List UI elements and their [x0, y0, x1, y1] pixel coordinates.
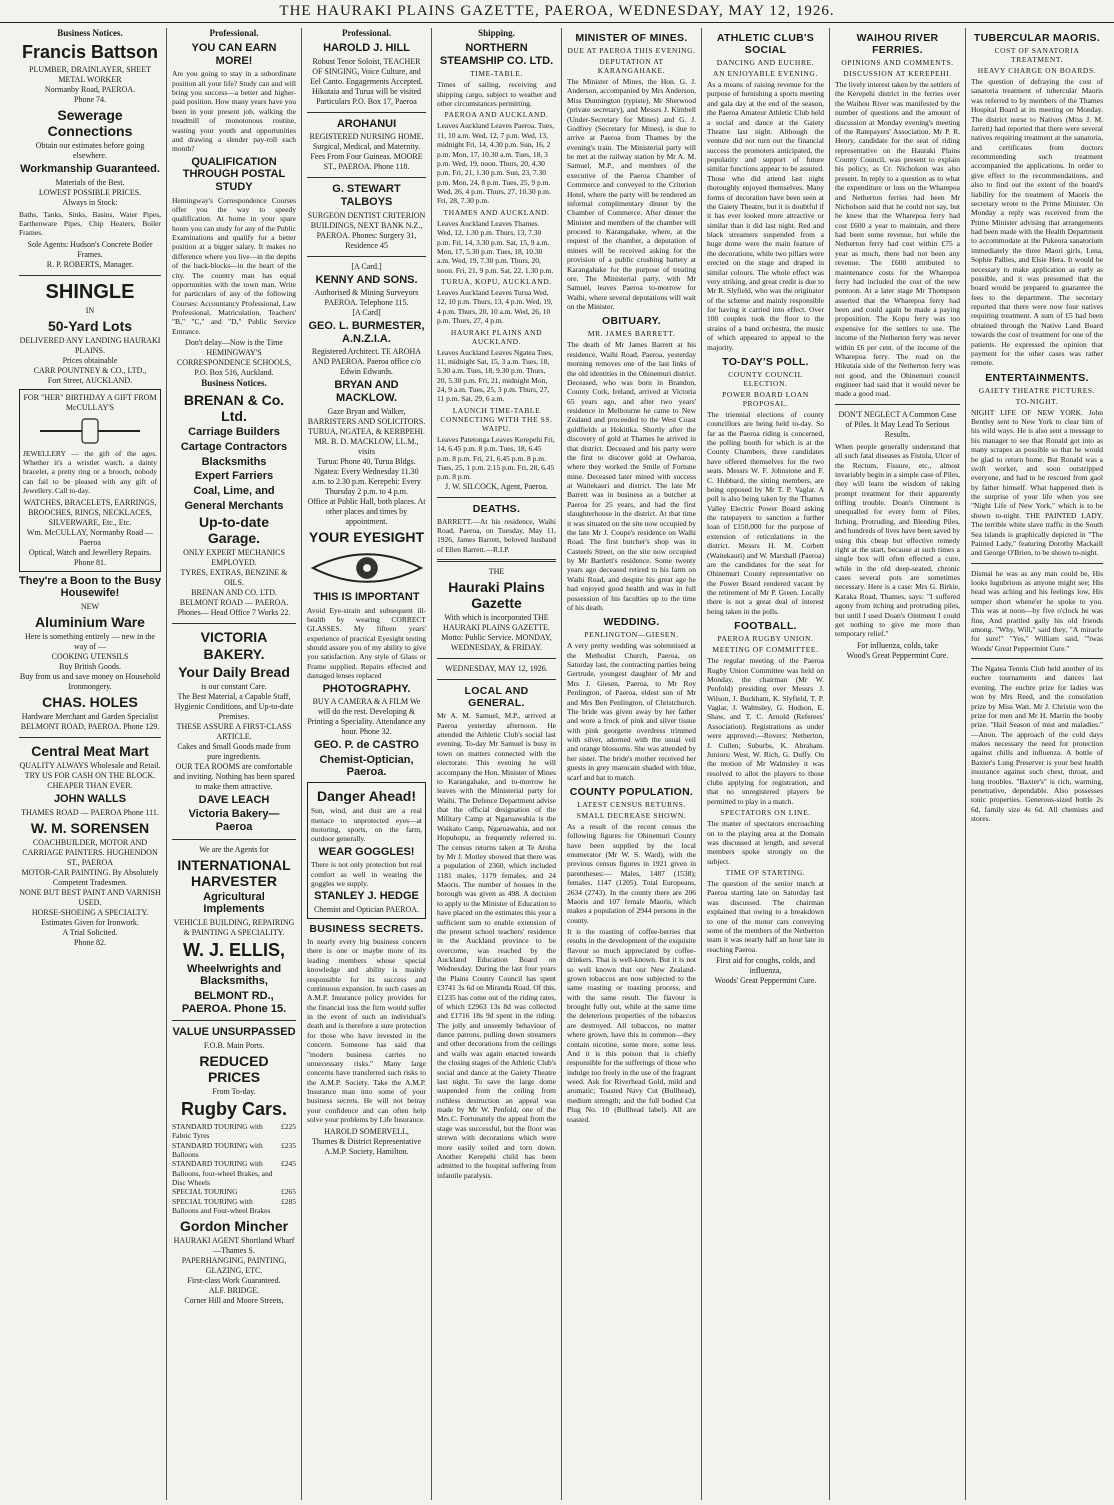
from-today: From To-day.	[212, 1087, 256, 1097]
poll-subhead: COUNTY COUNCIL ELECTION.	[728, 369, 803, 388]
tonight-subhead: TO-NIGHT.	[1015, 396, 1059, 406]
minister-mines-heading: MINISTER OF MINES.	[575, 32, 688, 44]
column-heading: Shipping.	[478, 28, 515, 38]
heavy-charge-subhead: HEAVY CHARGE ON BOARDS.	[977, 66, 1097, 75]
car-model: STANDARD TOURING with Fabric Tyres	[172, 1121, 263, 1141]
spectators-subhead: SPECTATORS ON LINE.	[720, 808, 811, 818]
aluminium-heading: Aluminium Ware	[35, 613, 145, 630]
deaths-heading: DEATHS.	[472, 502, 521, 515]
assure-line: THESE ASSURE A FIRST-CLASS ARTICLE.	[176, 721, 292, 741]
walls-heading: JOHN WALLS	[53, 793, 127, 806]
tobacco-text: It is the roasting of coffee-berries that results in the development of the exquisite flavour so much appreciated by coffee-drinkers. That is well-known. But it is not so well known that our New Zealand-grown tobaccos are now subjected to the same roasting or toasting process, and with the same result. The flavour is brought fully out, while at the same time the deleterious properties of the tobaccos are destroyed. All tobaccos, no matter where grown, have this in common—they contain nicotine, some more, some less. And it is this poison that is chiefly responsible for the sufferings of those who indulge too freely in the use of the fragrant weed. Ask for Riverhead Gold, mild and aromatic; Toasted Navy Cut (Bullhead), medium strength; and the full bodied Cut Plug No. 10 (Bullhead label). All are toasted.	[567, 927, 696, 1124]
qualification-text: Hemingway's Correspondence Courses offer you the way to speedy qualification. At home in your spare hours you can study for any of the Public Examinations and qualify for a better position at a bigger salary. It makes no difference where you live—in the depths of the back-blocks—in the heart of the city. The country man has equal opportunities with the town man. Write for particulars of any of the following Courses: Accountancy Professional, Law Professional, Matriculation, Teachers' "B," "C," and "D," Public Service Entrance.	[172, 195, 296, 336]
minister-text: The Minister of Mines, the Hon. G. J. Anderson, accompanied by Mrs Anderson, Miss Dunnington (typiste), Mr Sherwood (private secretary), and Messrs J. Kimbell (Under-Secretary for Mines) and G. J. Godfrey (Secretary for Mines), is due to arrive at Paeroa from Thames by the evening's train. The Ministerial party will be met at the railway station by Mr A. M. Samuel, M.P., and members of the executive of the Paeroa Chamber of Commerce and conveyed to the Criterion Hotel, where the party will be tendered an informal complimentary dinner by the Chamber of Commerce. After dinner the Minister and members of the chamber will proceed to Karangahake, where, at the request of the chamber, a deputation of miners will be received asking for the provision of a public crushing battery at Karangahake for the purpose of treating ore. The Ministerial party, with Mr Samuel, leaves Paeroa to-morrow for Waihi, where several deputations will wait on the Minister.	[567, 77, 696, 311]
brenan-heading: BRENAN & Co. Ltd.	[183, 392, 285, 425]
chemist-heading: Chemist-Optician, Paeroa.	[319, 753, 414, 779]
incorporated-line: With which is incorporated THE HAURAKI PLAINS GAZETTE. Motto: Public Service. MONDAY, WEDNESDAY, & FRIDAY.	[441, 613, 552, 653]
shingle-in: IN	[85, 305, 95, 315]
wedding-heading: WEDDING.	[603, 616, 660, 629]
delay-line: Don't delay—Now is the Time	[185, 338, 283, 348]
burmester-heading: GEO. L. BURMESTER, A.N.Z.I.A.	[308, 320, 425, 345]
ellis-trade: Wheelwrights and Blacksmiths,	[186, 962, 282, 988]
column-5	[562, 28, 702, 1500]
timetable-heading: TIME-TABLE.	[470, 69, 523, 79]
column-heading: Business Notices.	[57, 28, 123, 38]
brenan-line-2: Cartage Contractors	[180, 441, 288, 454]
coughs-line: First aid for coughs, colds, and influenza,	[716, 956, 815, 975]
manager: R. P. ROBERTS, Manager.	[46, 259, 134, 269]
sewerage-text: Obtain our estimates before going elsewhere.	[35, 140, 145, 160]
divider	[19, 737, 161, 738]
bridge-name: ALF. BRIDGE.	[208, 1285, 260, 1295]
household-line: Buy from us and save money on Household Ironmongery.	[19, 671, 161, 691]
hedge-heading: STANLEY J. HEDGE	[314, 890, 419, 903]
turua-line: Turua: Phone 40, Turua Bldgs. Ngatea: Every Wednesday 11.30 a.m. to 2.30 p.m. Kerepehi: Every Thursday 2 p.m. to 4 p.m.	[312, 456, 421, 496]
car-price-row	[172, 1197, 296, 1216]
social-text: As a means of raising revenue for the purpose of furnishing a sports meeting and gala day at the end of the season, the Paeroa Amateur Athletic Club held a social and dance at the Gaiety Theatre last night. Although the venture did not turn out the financial success the promoters anticipated, the popularity and support of future similar functions appear to be assured. Those who did attend last night thoroughly enjoyed themselves. Many forms of decoration have been seen at the Gaiety Theatre, but it is doubtful if it has ever looked more attractive or similar than it did last night. Red and black streamers suspended from a huge dome were the main feature of the decorations, while two pillars were erected on the stage and draped in similar colours. The whole effect was very striking, and great credit is due to Mr R. Slyfield, who was the originator of the scheme and mainly responsible for having it carried into effect. Over 100 couples took the floor to the strains of a band orchestra, the music of which appeared to appeal to the majority.	[707, 80, 824, 352]
danger-heading: Danger Ahead!	[316, 788, 417, 805]
arohanui-text: REGISTERED NURSING HOME. Surgical, Medical, and Maternity. Fees From Four Guineas. MOORE ST., PAEROA. Phone 118.	[309, 132, 424, 172]
divider	[172, 1020, 296, 1021]
river-ferries-heading: WAIHOU RIVER FERRIES.	[856, 32, 939, 56]
goggles-heading: WEAR GOGGLES!	[318, 845, 415, 858]
business-secrets-text: In nearly every big business concern there is one or maybe more of its leading members whose special knowledge and ability is mainly responsible for its success and continuous expansion. In such cases an A.M.P. Insurance policy provides for the financial loss the firm would suffer in the event of such an individual's death and is therefore a sure protection for those who have invested in the concern. Someone has said that "modern business carries no unnecessary risks." Many large concerns have transferred such risks to the A.M.P. Society. Take the A.M.P. Insurance man into some of your business secrets. He will not betray your confidence and can often help solve your problems by Life Insurance.	[307, 937, 426, 1125]
mincher-address: HAURAKI AGENT Shortland Wharf—Thames S.	[173, 1235, 295, 1255]
mincher-heading: Gordon Mincher	[179, 1217, 289, 1234]
woods-line: Woods' Great Peppermint Cure.	[714, 976, 817, 985]
goggles-text: There is not only protection but real comfort as well in wearing the goggles we supply.	[311, 860, 422, 889]
earn-text: Are you going to stay in a subordinate position all your life? Study can and will bring you success—a better and higher-paid position. How many years have you been in your present job, walking the treadmill of monotonous routine, wasting your youth and opportunities and drawing a slender pay-roll each month?	[172, 69, 296, 154]
committee-subhead: MEETING OF COMMITTEE.	[712, 645, 819, 655]
kerepehi-subhead: DISCUSSION AT KEREPEHI.	[843, 69, 952, 78]
sorensen-heading: W. M. SORENSEN	[30, 819, 150, 836]
fort-street: Fort Street, AUCKLAND.	[47, 375, 133, 385]
garage-heading: Up-to-date Garage.	[199, 514, 269, 547]
watches-list: WATCHES, BRACELETS, EARRINGS, BROOCHES, RINGS, NECKLACES, SILVERWARE, Etc., Etc.	[23, 497, 157, 527]
danger-text: Sun, wind, and dust are a real menace to unprotected eyes—at motoring, sports, on the farm, outdoor generally.	[311, 806, 422, 844]
kenny-heading: KENNY AND SONS.	[315, 273, 418, 286]
rugby-cars-heading: Rugby Cars.	[180, 1099, 288, 1120]
silcock-agent: J. W. SILCOCK, Agent, Paeroa.	[445, 481, 548, 491]
gift-heading: FOR "HER" BIRTHDAY A GIFT FROM McCULLAY'S	[23, 392, 157, 412]
tyres-line: TYRES, EXTRAS, BENZINE & OILS.	[180, 568, 288, 588]
column-8	[966, 28, 1108, 1500]
arohanui-heading: AROHANUI	[336, 117, 397, 130]
car-model: STANDARD TOURING with Balloons	[172, 1140, 263, 1159]
somervell-name: HAROLD SOMERVELL,	[324, 1126, 409, 1136]
car-price-row	[172, 1159, 296, 1187]
paperhanging-line: PAPERHANGING, PAINTING, GLAZING, ETC.	[181, 1255, 287, 1275]
business-secrets-heading: BUSINESS SECRETS.	[309, 923, 424, 936]
hauraki-auckland-heading: HAURAKI PLAINS AND AUCKLAND.	[450, 327, 543, 346]
woods-cure-line: Wood's Great Peppermint Cure.	[846, 650, 949, 660]
thames-auckland-times: Leaves Auckland Leaves Thames. Wed, 12, 1.30 p.m. Thurs, 13, 7.30 p.m. Fri, 14, 3.30 p.m. Sat, 15, 9 a.m. Mon, 17, 5.30 p.m. Tues, 18, 10.30 a.m. Wed, 19, 7.30 p.m. Thurs, 20, noon. Fri, 21, 9 p.m. Sat, 22, 1.30 p.m.	[437, 218, 554, 275]
mechanics-line: ONLY EXPERT MECHANICS EMPLOYED.	[183, 548, 285, 568]
gazette-nameplate: Hauraki Plains Gazette	[448, 579, 545, 612]
football-heading: FOOTBALL.	[734, 620, 797, 633]
eyesight-text: Avoid Eye-strain and subsequent ill-health by wearing CORRECT GLASSES. My fifteen years' experience of practical Eyesight testing should assure you of my ability to give you satisfaction. Any style of Glass or Frame supplied. Repairs effected and damaged lenses replaced	[307, 605, 426, 681]
meat-mart-heading: Central Meat Mart	[31, 743, 149, 760]
thames-auckland-heading: THAMES AND AUCKLAND.	[443, 207, 550, 217]
brenan-line-6: General Merchants	[184, 499, 284, 512]
football-text: The regular meeting of the Paeroa Rugby Union Committee was held on Monday, the chairman (Mr W. Penfold) presiding over Messrs J. Wilson, J. Buckham, K. Slyfield, T. P. Vaglar, J. Walmsley, G. Hodson, E. Shaw, and T. C. Arnold (Referees' Association). Registrations as under were approved:—Rovers: Netherton, J. Cullen; Suburbs, K. Abraham. Juniors: West, W. Rich, G. Duffy. On the motion of Mr Walmsley it was resolved to allot the players to those clubs applying for registration, and that no unregistered players be permitted to play in a match.	[707, 656, 824, 806]
holes-heading: CHAS. HOLES	[42, 693, 138, 710]
car-price-row	[172, 1141, 296, 1160]
wedding-text: A very pretty wedding was solemnised at the Methodist Church, Paeroa, on Saturday last, the contracting parties being Gertrude, youngest daughter of Mr and Mrs J. Giesen, Paeroa, to Mr Roy Penlington, of Paeroa, eldest son of Mr and Mrs Ben Penlington, of Christchurch. The bride was given away by her father and wore a frock of pink and silver tissue with pink georgette overdress trimmed with silver, adorned with the usual veil and orange blossoms. She was attended by her sister. The bride's mother received her guests in grey marocain shaded with blue, scarf and hat to match.	[567, 641, 696, 782]
column-6	[702, 28, 830, 1500]
divider	[437, 658, 556, 659]
census-subhead: LATEST CENSUS RETURNS.	[577, 799, 686, 809]
first-class-line: First-class Work Guaranteed.	[187, 1275, 281, 1285]
burmester-text: Registered Architect. TE AROHA AND PAEROA. Paeroa office c/o Edwin Edwards.	[311, 347, 422, 377]
camera-line: BUY A CAMERA & A FILM We will do the rest. Developing & Printing a Speciality. Attendance any hour. Phone 32.	[307, 697, 426, 737]
ferries-text: The lively interest taken by the settlers of the Kerepehi district in the ferries over the Waihou River was manifested by the number of questions and the amount of discussion at Monday evening's meeting of the Ratepayers' Association. Mr P. R. Henry, candidate for the seat of riding representative on the Hauraki Plains County Council, was present to explain his policy, as Cr. Nicholson was also present. In reply to a question as to what the expenditure or loss on the Wharepoa and Netherton ferries had been Mr Nicholson said that he could not say, but he knew that the Wharepoa ferry had cost £600 a year to maintain, and there had been some revenue, but while the Netherton ferry had cost within £75 a year as much, there had not been any revenue. The £600 attributed to maintenance costs for the Wharepoa ferry had included the cost of the new pontoon. At a later stage Mr Thompson asserted that the Wharepoa ferry had been and could again be made a paying proposition. The Kopu ferry was too expensive for the settlers to use. The income of the Netherton ferry was never within £6 per cent. of the income of the Wharepoa ferry. The road on the Hikutaia side of the Netherton ferry was not good, and the Ohinemuri council engineer had said that it would never be made a good road.	[835, 80, 960, 399]
timetable-note: Times of sailing, receiving and shipping cargo, subject to weather and other circumstances permitting.	[437, 80, 556, 109]
brenan-line-1: Carriage Builders	[188, 426, 280, 439]
car-price: £285	[281, 1196, 296, 1206]
tubercular-text: The question of defraying the cost of sanatoria treatment of tubercular Maoris was referred to by members of the Thames Hospital Board at its meeting on Monday. The district nurse to Natives (Miss J. M. Jarrett) had reported that there were several natives requiring treatment at the sanatoria, and certificates from doctors recommending such treatment accompanied the applications. In order to give effect to the recommendations, and also to find out the extent of the board's liability for the treatment of Maoris the secretary wrote to the Prime Minister. On Monday a reply was received from the Prime Minister advising that arrangements had been made with the Health Department to accommodate at the Pukeora sanatorium immediately the three Maori girls, Lena, Sophie Pallies, and Elsie Hera. It would be necessary to make application as early as possible, and it was presumed that the board would be prepared to guarantee the fees to the department. The secretary reported that there were now four natives requiring treatment. A sum of £5 had been obtained through the Native Land Board towards the cost of treatment for one of the patients. He expressed the opinion that payment for the other cases was rather remote.	[971, 77, 1103, 368]
battson-phone: Phone 74.	[74, 94, 106, 104]
victoria-bakery-heading: VICTORIA BAKERY.	[200, 629, 268, 662]
column-heading: Professional.	[341, 28, 392, 38]
car-price: £265	[281, 1187, 296, 1197]
card-label: [A Card.]	[351, 261, 382, 271]
battson-trade: PLUMBER, DRAINLAYER, SHEET METAL WORKER	[29, 64, 151, 84]
enjoyable-subhead: AN ENJOYABLE EVENING.	[713, 69, 818, 78]
cakes-line: Cakes and Small Goods made from pure ingredients.	[177, 741, 291, 761]
car-price-row	[172, 1187, 296, 1196]
leach-heading: DAVE LEACH	[198, 793, 270, 806]
tubercular-maoris-heading: TUBERCULAR MAORIS.	[973, 32, 1101, 44]
divider	[307, 112, 426, 113]
sanatoria-subhead: COST OF SANATORIA TREATMENT.	[994, 46, 1080, 64]
motorcar-painting: MOTOR-CAR PAINTING. By Absolutely Competent Tradesmen.	[21, 867, 159, 887]
power-board-subhead: POWER BOARD LOAN PROPOSAL.	[722, 389, 809, 408]
best-material: The Best Material, a Capable Staff, Hygienic Conditions, and Up-to-date Premises.	[174, 691, 294, 721]
carr-pountney: CARR POUNTNEY & CO., LTD.,	[33, 365, 147, 375]
divider	[437, 559, 556, 562]
stock-items: Baths, Tanks, Sinks, Basins, Water Pipes, Earthenware Pipes, Chip Heaters, Boiler Frames.	[19, 209, 161, 238]
todays-poll-heading: TO-DAY'S POLL.	[722, 355, 809, 368]
divider	[971, 658, 1103, 659]
local-general-heading: LOCAL AND GENERAL.	[464, 685, 529, 710]
agents-line: We are the Agents for	[199, 844, 269, 854]
lots-heading: 50-Yard Lots	[47, 317, 133, 334]
tennis-club-text: The Ngatea Tennis Club held another of its euchre tournaments and dances last evening. The euchre prize for ladies was won by Mrs Reed, and the consolation prize by Miss Watt. Mr J. Christie won the prize for men and Mr H. Martin the booby prize. "Hail Season of mist and maladies." —Anon. The approach of the cold days makes necessary the need for protection against chills and influenza. A bottle of Baxter's Lung Preserver is your best health insurance against such chest, throat, and lung troubles. "Baxter's" is rich, warming, penetrative, dependable. Also possesses tonic properties. Generous-sized bottle 2s 6d, family size 4s 6d. All chemists and stores.	[971, 664, 1103, 823]
divider	[172, 839, 296, 840]
page-columns	[14, 28, 1108, 1500]
brenan-line-5: Coal, Lime, and	[193, 484, 275, 497]
new-label: NEW	[80, 601, 100, 611]
holes-trade: Hardware Merchant and Garden Specialist	[21, 712, 159, 722]
boon-heading: They're a Boon to the Busy Housewife!	[19, 574, 161, 600]
brenan-address: BRENAN AND CO. LTD. BELMONT ROAD — PAEROA.	[179, 588, 289, 608]
bridge-address: Corner Hill and Moore Streets,	[184, 1295, 284, 1305]
turua-times: Leaves Auckland Leaves Turua Wed, 12, 10 p.m. Thurs, 13, 4 p.m. Wed, 19, 4 p.m. Thurs, 20, 10 a.m. Wed, 26, 10 p.m. Thurs, 27, 4 p.m.	[437, 288, 553, 326]
obituary-name: MR. JAMES BARRETT.	[587, 329, 676, 339]
car-model: STANDARD TOURING with Balloons, four-wheel Brakes, and Disc Wheels	[172, 1159, 273, 1188]
walls-address: THAMES ROAD — PAEROA Phone 111.	[21, 807, 159, 817]
paeroa-auckland-times: Leaves Auckland Leaves Paeroa. Tues, 11, 10 a.m. Wed, 12, 7 p.m. Wed, 13, midnight Fri, 14, 4.30 p.m. Sun, 16, 2 p.m. Mon, 17, 10.30 a.m. Tues, 18, 3 p.m. Wed, 19, noon. Thurs, 20, 4.30 p.m. Fri, 21, 1.30 p.m. Sun, 23, 7.30 p.m. Mon, 24, 8 p.m. Tues, 25, 9 p.m. Wed, 26, 4 p.m. Thurs, 27, 10.30 p.m. Fri, 28, 7.30 p.m.	[437, 121, 555, 206]
woods-verse: Dismal he was as any man could be, His looks lugubrious as anyone might see; His head was aching and his feelings low, His temper short whene'er he spoke to you. This was at noon—by five o'clock he was fine, And prattled gaily his old friends among. "Why, Will," said they, "A miracle for sure!" "Yes," William said, "'twas Woods' Great Peppermint Cure."	[971, 568, 1103, 653]
population-text: As a result of the recent census the following figures for Ohinemuri County have been supplied by the local enumerator (Mr W. S. Ward), with the previous census figures in 1921 given in parentheses:— Males, 1487 (1538); females, 1147 (1205). Total Europeans, 2634 (2743). In the county there are 206 Maoris and 107 female Maoris, which makes a population of 2944 persons in the county.	[567, 821, 696, 925]
card-label: [A Card]	[352, 308, 381, 318]
launch-heading: LAUNCH TIME-TABLE CONNECTING WITH THE SS. WAIPU.	[440, 405, 553, 433]
column-4	[432, 28, 562, 1500]
car-price-row	[172, 1122, 296, 1141]
entertainments-text: NIGHT LIFE OF NEW YORK. John Bentley sent to New York to clear him of his wild ways. He is also sent a message to his manager to see that Ronald got into as many scrapes as possible so that he would be glad to return home. But Ronald was a swift worker, and soon outstripped everyone, and had to be rescued from gaol by father himself. What happened then is the surprise of your life when you see "Night Life of New York," which is to be shown to-night. THE PAINTED LADY. The terrible white slave traffic in the South Sea islands is graphically depicted in "The Painted Lady," featuring Dorothy Mackaill and George O'Brien, to be shown to-night.	[971, 407, 1103, 558]
column-heading: Professional.	[209, 28, 259, 38]
kenny-text: Authorised & Mining Surveyors PAEROA. Telephone 115.	[314, 288, 419, 308]
county-population-heading: COUNTY POPULATION.	[569, 785, 694, 798]
divider	[307, 177, 426, 178]
photography-heading: PHOTOGRAPHY.	[322, 682, 411, 695]
starting-subhead: TIME OF STARTING.	[725, 868, 806, 877]
mccullay-advert	[19, 389, 161, 572]
spectators-text: The matter of spectators encroaching on to the playing area at the Domain was discussed at length, and several members spoke strongly on the subject.	[707, 819, 824, 866]
delivered-line: DELIVERED ANY LANDING HAURAKI PLAINS.	[19, 335, 161, 355]
bryan-heading: BRYAN AND MACKLOW.	[334, 379, 399, 405]
divider	[307, 256, 426, 257]
entertainments-heading: ENTERTAINMENTS.	[985, 371, 1089, 384]
brenan-phones: Phones— Head Office 7 Works 22.	[177, 608, 291, 618]
dont-neglect-heading: DON'T NEGLECT A Common Case of Piles. It May Lead To Serious Results.	[838, 409, 957, 439]
daily-bread-heading: Your Daily Bread	[178, 663, 290, 680]
ellis-address: BELMONT RD., PAEROA. Phone 15.	[181, 990, 287, 1015]
prices-from: Prices obtainable	[62, 355, 118, 365]
masthead: THE HAURAKI PLAINS GAZETTE, PAEROA, WEDNESDAY, MAY 12, 1926.	[0, 0, 1114, 23]
hauraki-auckland-times: Leaves Auckland Leaves Ngatea Tues, 11, midnight Sat, 15, 3 a.m. Tues, 18, 5.30 a.m. Tues, 18, 9.30 p.m. Thurs, 20, 5.30 p.m. Fri, 21, midnight Mon, 24, 9 a.m. Tues, 25, 3 p.m. Thurs, 27, 11 p.m. Sat, 29, 6 a.m.	[437, 347, 554, 404]
decrease-subhead: SMALL DECREASE SHOWN.	[576, 810, 687, 820]
phone-82: Phone 82.	[74, 937, 106, 947]
value-heading: VALUE UNSURPASSED	[172, 1026, 296, 1039]
divider	[437, 497, 556, 498]
sorensen-trade: COACHBUILDER, MOTOR AND CARRIAGE PAINTERS. HUGHENDON ST., PAEROA	[22, 837, 158, 867]
deputation-line: DEPUTATION AT KARANGAHAKE.	[597, 57, 666, 75]
optical-repairs: Optical, Watch and Jewellery Repairs. Phone 81.	[28, 547, 152, 567]
launch-times: Leaves Patetonga Leaves Kerepehi Fri, 14, 6.45 p.m. 8 p.m. Tues, 18, 6.45 p.m. 8 p.m. Fri, 21, 6.45 p.m. 8 p.m. Tues, 25, 1 p.m. 2.15 p.m. Fri, 28, 6.45 p.m. 8 p.m.	[437, 434, 555, 482]
important-heading: THIS IS IMPORTANT	[313, 590, 420, 603]
paint-line: NONE BUT BEST PAINT AND VARNISH USED.	[19, 887, 161, 907]
qualification-heading: QUALIFICATION THROUGH POSTAL STUDY	[182, 155, 286, 193]
due-line: DUE AT PAEROA THIS EVENING.	[567, 46, 696, 55]
local-general-text: Mr A. M. Samuel, M.P., arrived at Paeroa yesterday afternoon. He attended the Athletic Club's social last evening. To-day Mr Samuel is busy in town on matters connected with the electorate. This evening he will accompany the Hon. Minister of Mines to Karangahake, and to-morrow he leaves with the Ministerial party for Waihi. The Defence Department advise that the official designation of the Military Camp at Ngaruawahia is the Waikato Camp, Ngaruawahia, and not Hopuhopu, as frequently referred to. The census returns taken at Te Aroha by Mr J. Motley showed that there was a population of 2360, which included 1181 males, 1179 females, and 24 Maoris. The number of houses in the borough was given as 498. A decision to apply to the Minister of Education to have placed on the estimates this year a sufficient sum to enable extension of the present school teachers' residence in the Auckland province to be overcome, was reached by the Auckland Education Board on Wednesday. During the last four years the Plains County Council has spent £3741 3s 6d on Miranda Road. Of this, £1235 has come out of the riding rates, of which £2963 13s 8d was collected and £1716 18s 9d spent in the riding. The jolly and unseemly behaviour of dance patrons, pulling down streamers and other decorations from the ceilings and walls was again enacted towards the closing stages of the Athletic Club's social and dance at the Gaiety Theatre last night. To save the large dome suspended from the ceiling from ruthless destruction an appeal was made by Mr W. Penfold, one of the Mrs.C. Fortunately the appeal from the stage was successful, but the floor was strewn with decorations which were more easily soiled and torn down. Another Kerepehi child has been admitted to the hospital suffering from infantile paralysis.	[437, 711, 556, 1180]
hill-heading: HAROLD J. HILL	[323, 42, 410, 54]
wristwatch-icon	[40, 416, 140, 446]
shingle-heading: SHINGLE	[45, 280, 135, 303]
quality-line: QUALITY ALWAYS Wholesale and Retail.	[19, 761, 161, 771]
obituary-text: The death of Mr James Barrett at his residence, Waihi Road, Paeroa, yesterday morning removes one of the last links of the old identities in the Ohinemuri district. Deceased, who was born in Brandon, County Cork, Ireland, arrived at Victoria 65 years ago, and after two years' residence in Melbourne he came to New Zealand and proceeded to the West Coast goldfields at Hokitika. Shortly after the discovery of gold at Thames he arrived in that district. Deceased and his party were the first to discover gold at Owharoa, where they worked the Smile of Fortune mine. Deceased later mined with success at Waitekauri and district. The late Mr Barrett was in business as a butcher at Paeroa for 25 years, and had the first slaughterhouse in the district. At that time it was situated on the site now occupied by the late Mr J. Coupe's residence on Waihi Road. The first butcher's shop was in Casteels Street, on the site now occupied by Mr Bartlett's residence. Some twenty years ago deceased retired to his farm on Waihi Road, and despite his great age he had enjoyed good health and was in full possession of his faculties up to the time of his death.	[567, 340, 696, 612]
reduced-prices-heading: REDUCED PRICES	[199, 1052, 269, 1086]
sewerage-heading: Sewerage Connections	[47, 106, 133, 139]
gaiety-subhead: GAIETY THEATRE PICTURES.	[978, 385, 1096, 395]
brenan-line-3: Blacksmiths	[201, 455, 267, 468]
divider	[19, 275, 161, 276]
international-harvester: INTERNATIONAL HARVESTER	[177, 856, 291, 889]
business-notices-heading: Business Notices.	[201, 378, 267, 389]
car-price: £225	[281, 1121, 296, 1131]
british-goods: Buy British Goods.	[58, 661, 121, 671]
wedding-names: PENLINGTON—GIESEN.	[584, 630, 679, 640]
sole-agents: Sole Agents: Hudson's Concrete Boiler Frames.	[27, 239, 153, 259]
danger-advert	[307, 782, 426, 919]
somervell-text: Thames & District Representative A.M.P. Society, Hamilton.	[311, 1136, 422, 1156]
office-line: Office at Public Hall, both places. At other places and times by appointment.	[307, 496, 426, 526]
entirely-line: Here is something entirely — new in the way of —	[25, 631, 155, 651]
eyesight-heading: YOUR EYESIGHT	[308, 528, 425, 545]
barrett-notice: BARRETT.—At his residence, Waihi Road, Paeroa, on Tuesday, May 11, 1926, James Barrett, beloved husband of Ellen Barrett.—R.I.P.	[437, 516, 556, 554]
starting-text: The question of the senior match at Paeroa starting late on Saturday last was discussed. The chairman explained that owing to a breakdown to one of the motor cars conveying some of the members of the Netherton team it was nearly half an hour late in reaching Paeroa.	[707, 879, 824, 954]
hill-text: Robust Tenor Soloist, TEACHER OF SINGING, Voice Culture, and Eel Canto. Engagements Accepted. Hikutaia and Turua will be visited Particulars P.O. Box 17, Paeroa	[310, 56, 423, 106]
column-3	[302, 28, 432, 1500]
horseshoe-line: HORSE-SHOEING A SPECIALTY.	[31, 907, 149, 917]
tea-rooms-line: OUR TEA ROOMS are comfortable and inviting. Nothing has been spared to make them attractive.	[173, 761, 295, 791]
steamship-heading: NORTHERN STEAMSHIP CO. LTD.	[439, 42, 554, 67]
eye-icon	[308, 548, 426, 588]
lowest-prices: LOWEST POSSIBLE PRICES.	[38, 187, 142, 197]
trial-line: A Trial Solicited.	[62, 927, 118, 937]
try-us-line: TRY US FOR CASH ON THE BLOCK. CHEAPER THAN EVER.	[24, 771, 156, 791]
talboys-text: SURGEON DENTIST CRITERION BUILDINGS, NEXT BANK N.Z., PAEROA. Phones: Surgery 31, Residence 45	[307, 210, 426, 250]
rugby-union-subhead: PAEROA RUGBY UNION.	[717, 634, 814, 644]
mccullay-name: Wm. McCULLAY, Normanby Road — Paeroa	[26, 527, 154, 547]
hemingway-name: HEMINGWAY'S CORRESPONDENCE SCHOOLS, P.O. Box 516, Auckland.	[176, 348, 292, 378]
estimates-line: Estimates Given for Ironwork.	[41, 917, 139, 927]
dancing-subhead: DANCING AND EUCHRE.	[716, 58, 815, 67]
divider	[835, 404, 960, 405]
car-model: SPECIAL TOURING	[172, 1187, 238, 1197]
vehicle-building: VEHICLE BUILDING, REPAIRING & PAINTING A SPECIALITY.	[173, 918, 295, 938]
athletic-social-heading: ATHLETIC CLUB'S SOCIAL	[716, 32, 815, 56]
influenza-line: For influenza, colds, take	[856, 640, 939, 650]
dont-neglect-text: When people generally understand that all such fatal diseases as Fistula, Ulcer of the Rectum, Fissure, etc., almost invariably begin in a simple case of Piles, they will learn the wisdom of taking prompt treatment for their apparently trifling trouble. Doan's Ointment is unequalled for every form of Piles, Itching, Protruding, and Bleeding Piles, and hundreds of lives have been saved by using this cheap but effective remedy right at the start, because at such times a single box will often effected a cure, while in the old deep-seated, chronic cases several pots are sometimes necessary. Here is a case: Mrs G. Birkie, Karaka Road, Thames, says: "I suffered agony from itching and protruding piles, but until I used Doan's Ointment I could get nothing to give me more than temporary relief."	[835, 441, 960, 639]
bryan-text: Gaze Bryan and Walker, BARRISTERS AND SOLICITORS. TURUA, NGATEA, & KERBPEHI.	[307, 406, 426, 436]
column-1	[14, 28, 167, 1500]
car-price: £235	[281, 1140, 296, 1150]
opinions-subhead: OPINIONS AND COMMENTS.	[841, 58, 954, 67]
talboys-heading: G. STEWART TALBOYS	[332, 183, 401, 208]
poll-text: The triennial elections of county councillors are being held to-day. So far as the Paeroa riding is concerned, the polling booth for which is at the County Chambers, three candidates have offered themselves for the two seats. Messrs W. F. Johnstone and F. C. Hubbard, the sitting members, are being opposed by Mr T. P. Vaglar. A poll is also being taken by the Thames Valley Electric Power Board asking the ratepayers to sanction a further loan of £150,000 for the purpose of extension of reticulations in the district. Messrs H. M. Corbett (Waitekauri) and W. Marshall (Paeroa) are the candidates for the seat for Ohinemuri County representative on the Power Board rendered vacant by the retirement of Mr P. Green. Locally there is not a great deal of interest being taken in the polls.	[707, 409, 824, 616]
turua-heading: TURUA, KOPU, AUCKLAND.	[441, 277, 552, 287]
paeroa-auckland-heading: PAEROA AND AUCKLAND.	[444, 110, 549, 120]
divider	[437, 679, 556, 680]
agricultural-implements: Agricultural Implements	[203, 890, 265, 916]
materials-line: Materials of the Best.	[55, 177, 125, 187]
leach-bakery: Victoria Bakery—Paeroa	[188, 808, 280, 833]
obituary-heading: OBITUARY.	[602, 315, 661, 328]
cooking-utensils: COOKING UTENSILS	[51, 651, 129, 661]
column-7	[830, 28, 966, 1500]
gift-text: JEWELLERY — the gift of the ages. Whether it's a wristlet watch, a dainty bracelet, a pretty ring or a brooch, nobody can fail to be pleased with any gift of Jewellery. Call to-day.	[23, 448, 157, 496]
hedge-text: Chemist and Optician PAEROA.	[313, 905, 420, 915]
car-model: SPECIAL TOURING with Balloons and Four-wheel Brakes	[172, 1196, 271, 1216]
dateline: WEDNESDAY, MAY 12, 1926.	[445, 664, 548, 674]
car-price: £245	[281, 1159, 296, 1169]
battson-address: Normanby Road, PAEROA.	[44, 84, 136, 94]
the-label: THE	[488, 567, 505, 577]
castro-heading: GEO. P. de CASTRO	[314, 739, 419, 752]
workmanship-heading: Workmanship Guaranteed.	[20, 162, 160, 175]
constant-care: is our constant Care.	[201, 681, 267, 691]
battson-name: Francis Battson	[21, 42, 159, 62]
fob-line: F.O.B. Main Ports.	[203, 1040, 265, 1050]
divider	[172, 623, 296, 624]
divider	[971, 563, 1103, 564]
holes-address: BELMONT ROAD, PAEROA. Phone 129.	[20, 722, 160, 732]
ellis-heading: W. J. ELLIS,	[182, 940, 285, 961]
brenan-line-4: Expert Farriers	[194, 470, 274, 483]
column-2	[167, 28, 302, 1500]
earn-heading: YOU CAN EARN MORE!	[191, 42, 277, 67]
macklow-line: MR. B. D. MACKLOW, LL.M., visits	[314, 436, 419, 456]
stock-intro: Always in Stock:	[62, 197, 118, 207]
